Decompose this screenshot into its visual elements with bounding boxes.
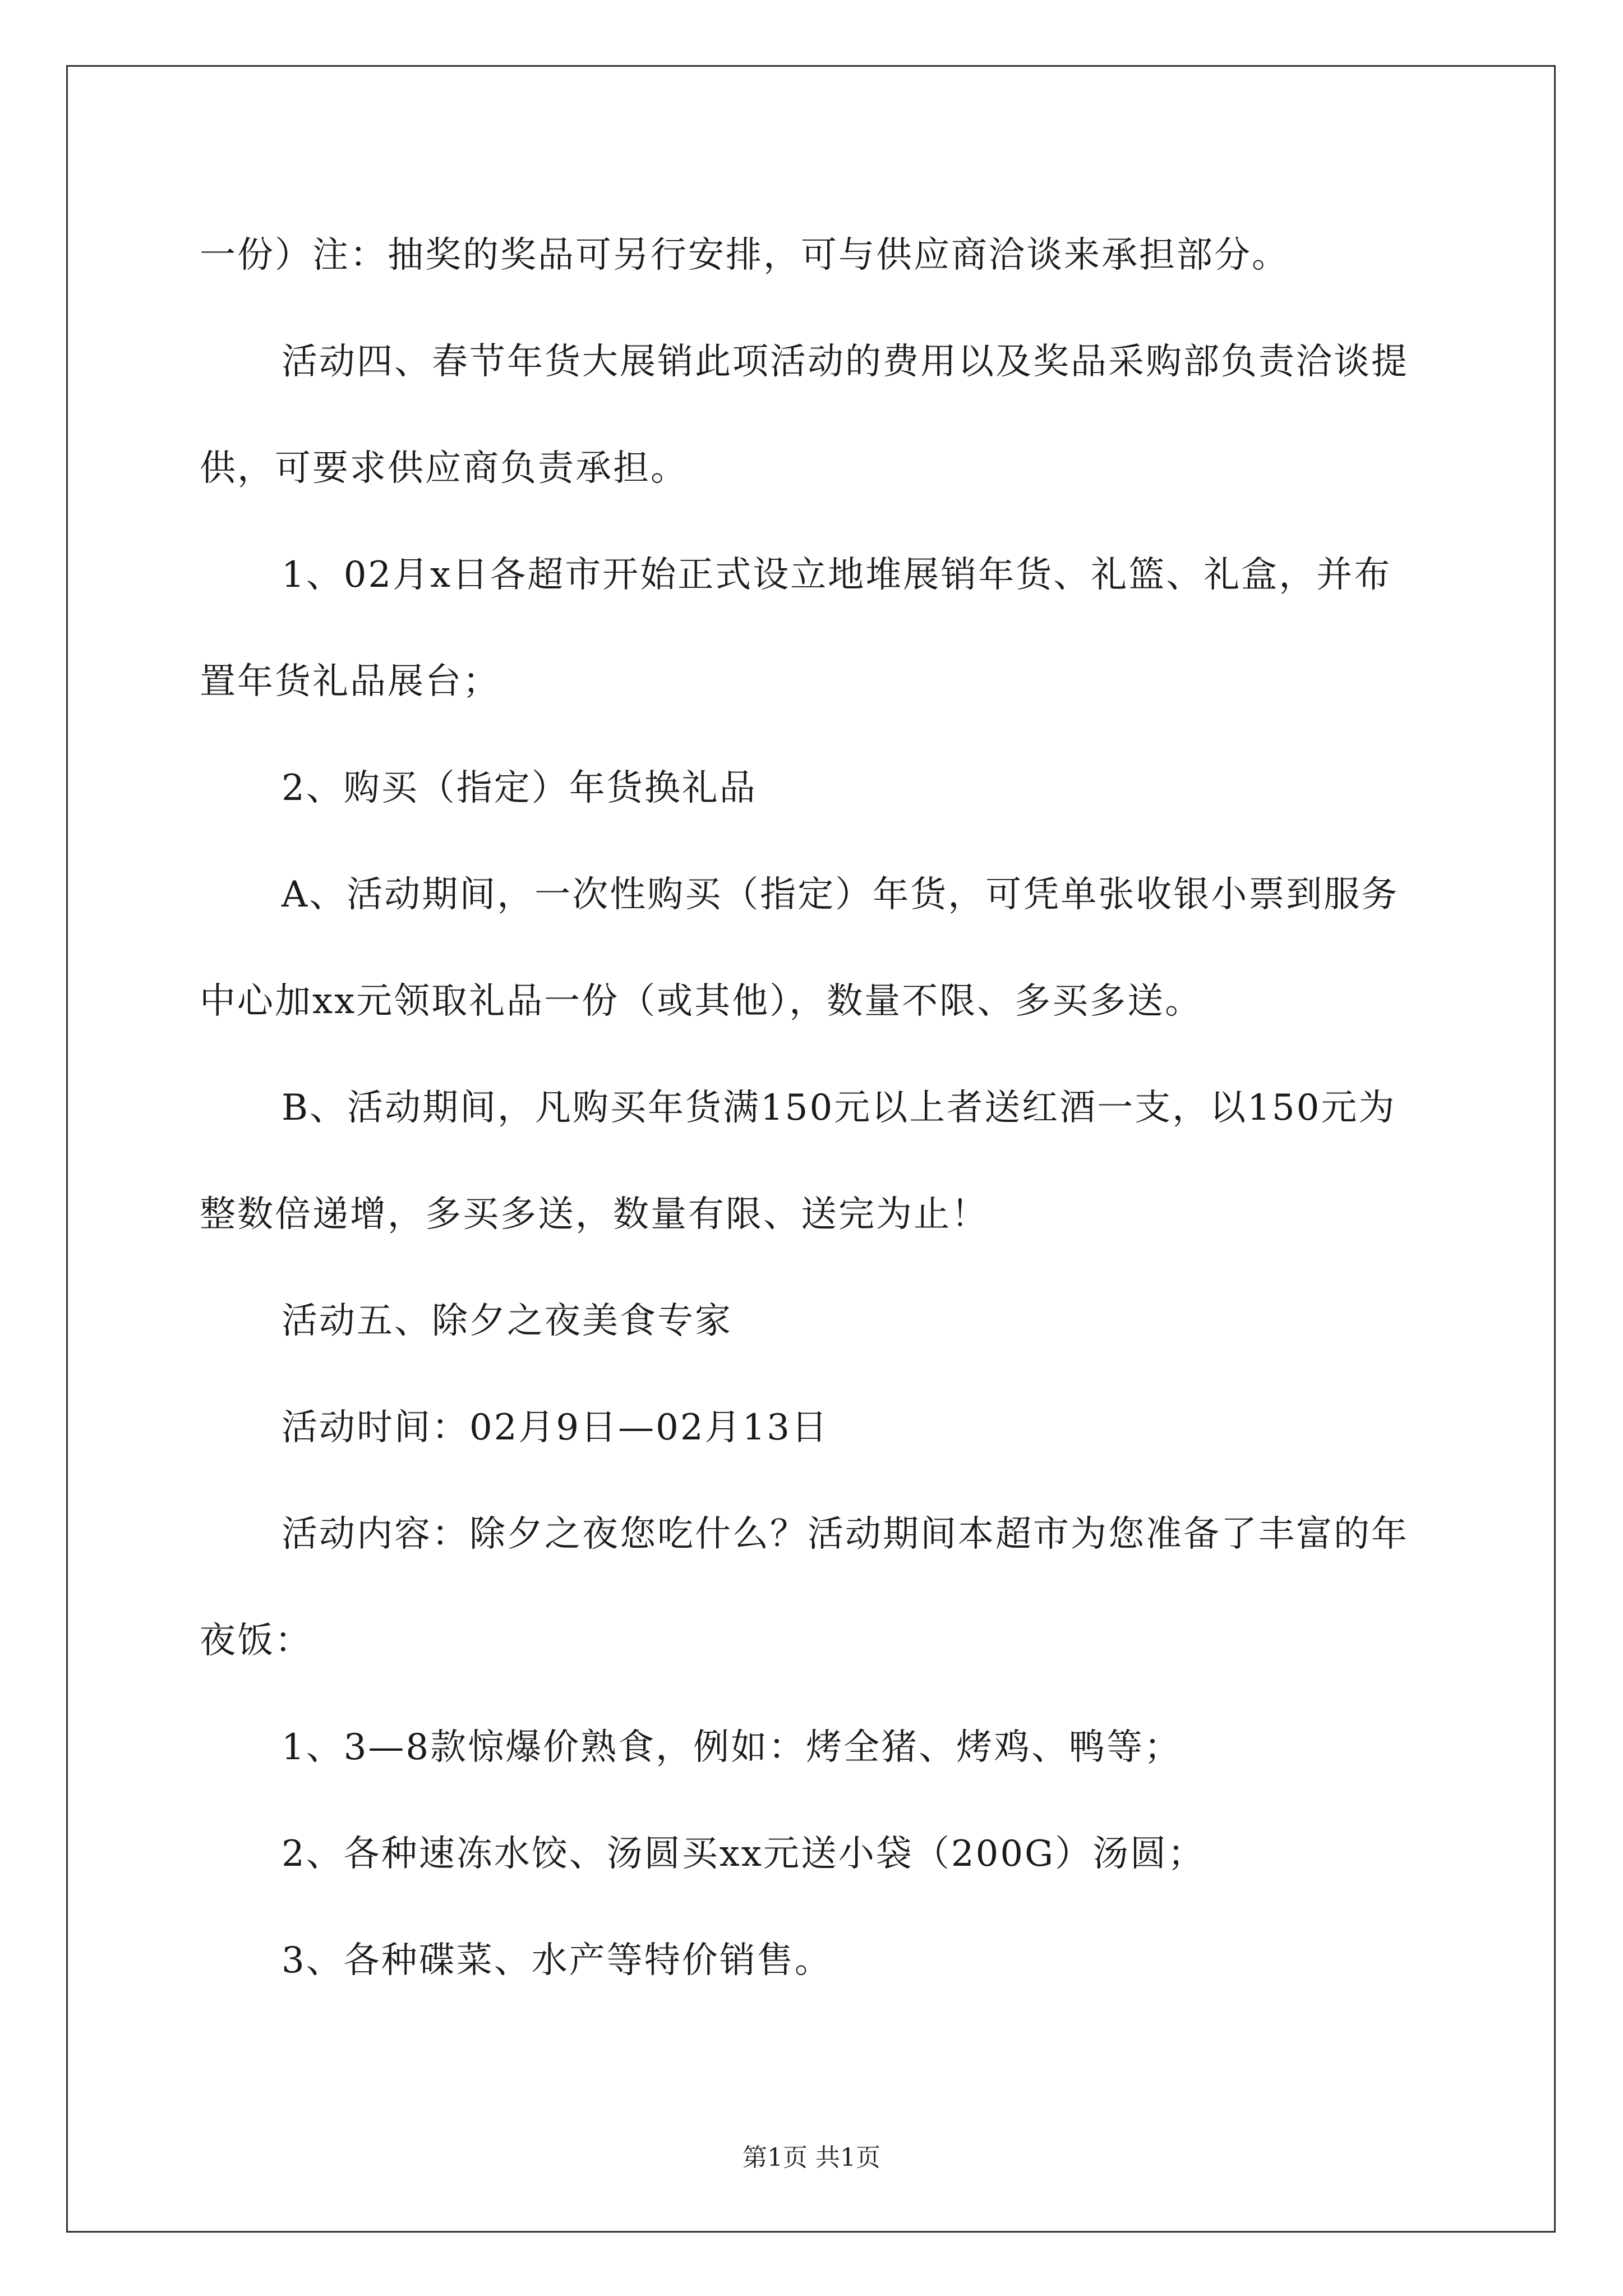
paragraph: 一份）注：抽奖的奖品可另行安排，可与供应商洽谈来承担部分。 xyxy=(200,234,1289,276)
paragraph: 活动五、除夕之夜美食专家 xyxy=(282,1300,732,1342)
document-body xyxy=(200,202,1428,2014)
paragraph: 活动内容：除夕之夜您吃什么？活动期间本超市为您准备了丰富的年夜饭： xyxy=(200,1513,1409,1662)
paragraph: 活动时间：02月9日—02月13日 xyxy=(282,1407,829,1448)
paragraph: 1、02月x日各超市开始正式设立地堆展销年货、礼篮、礼盒，并布置年货礼品展台； xyxy=(200,554,1392,702)
paragraph: 3、各种碟菜、水产等特价销售。 xyxy=(282,1940,832,1981)
paragraph: B、活动期间，凡购买年货满150元以上者送红酒一支，以150元为整数倍递增，多买多送，数量有限、送完为止！ xyxy=(200,1087,1396,1235)
paragraph: 2、购买（指定）年货换礼品 xyxy=(282,767,757,809)
paragraph: A、活动期间，一次性购买（指定）年货，可凭单张收银小票到服务中心加xx元领取礼品一份（或其他），数量不限、多买多送。 xyxy=(200,874,1399,1022)
paragraph: 活动四、春节年货大展销此项活动的费用以及奖品采购部负责洽谈提供，可要求供应商负责承担。 xyxy=(200,341,1409,489)
paragraph: 1、3—8款惊爆价熟食，例如：烤全猪、烤鸡、鸭等； xyxy=(282,1727,1182,1768)
page-number-footer: 第1页 共1页 xyxy=(743,2143,880,2172)
paragraph: 2、各种速冻水饺、汤圆买xx元送小袋（200G）汤圆； xyxy=(282,1833,1206,1875)
